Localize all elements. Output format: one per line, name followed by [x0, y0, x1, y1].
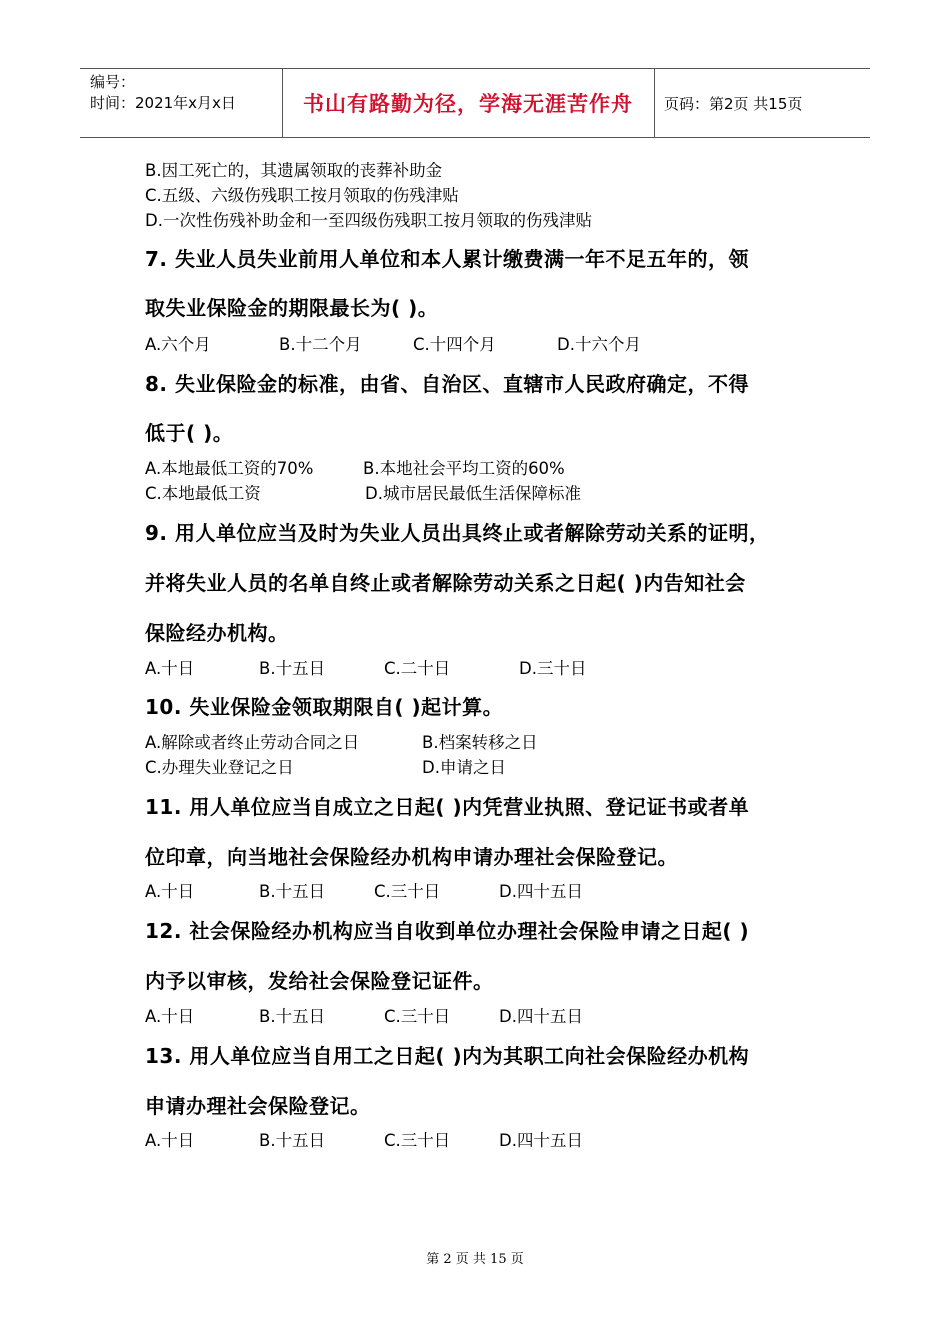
option: A.本地最低工资的70%	[145, 459, 314, 478]
option-line: B.因工死亡的，其遗属领取的丧葬补助金	[145, 161, 443, 180]
option: D.四十五日	[499, 1131, 583, 1150]
option: A.解除或者终止劳动合同之日	[145, 733, 360, 752]
header-motto: 书山有路勤为径，学海无涯苦作舟	[303, 91, 633, 116]
option: D.三十日	[519, 659, 587, 678]
option: C.三十日	[384, 1007, 451, 1026]
option-line	[145, 1130, 583, 1152]
header-divider	[654, 69, 655, 137]
option: C.三十日	[384, 1131, 451, 1150]
option-line	[145, 757, 506, 779]
question-line: 11. 用人单位应当自成立之日起( )内凭营业执照、登记证书或者单	[145, 795, 750, 819]
question-line: 保险经办机构。	[145, 621, 289, 645]
option: A.十日	[145, 1007, 195, 1026]
header-meta	[90, 72, 236, 114]
option: D.十六个月	[557, 335, 641, 354]
option: C.办理失业登记之日	[145, 758, 294, 777]
option-line	[145, 458, 565, 480]
option: B.档案转移之日	[422, 733, 538, 752]
question-line: 内予以审核，发给社会保险登记证件。	[145, 969, 494, 993]
question-line: 并将失业人员的名单自终止或者解除劳动关系之日起( )内告知社会	[145, 571, 746, 595]
page-header	[80, 68, 870, 138]
option-line	[145, 881, 583, 903]
option: D.四十五日	[499, 1007, 583, 1026]
option: A.十日	[145, 659, 195, 678]
option-line: D.一次性伤残补助金和一至四级伤残职工按月领取的伤残津贴	[145, 211, 592, 230]
option-line	[145, 658, 586, 680]
question-line: 9. 用人单位应当及时为失业人员出具终止或者解除劳动关系的证明，	[145, 521, 770, 545]
option: C.二十日	[384, 659, 451, 678]
option: B.十五日	[259, 659, 326, 678]
question-line: 13. 用人单位应当自用工之日起( )内为其职工向社会保险经办机构	[145, 1044, 750, 1068]
question-line: 7. 失业人员失业前用人单位和本人累计缴费满一年不足五年的，领	[145, 247, 749, 271]
option-line	[145, 732, 538, 754]
option-line: C.五级、六级伤残职工按月领取的伤残津贴	[145, 186, 459, 205]
question-line: 取失业保险金的期限最长为( )。	[145, 296, 439, 320]
option: B.十五日	[259, 882, 326, 901]
option-line	[145, 334, 641, 356]
question-line: 10. 失业保险金领取期限自( )起计算。	[145, 695, 504, 719]
option: D.申请之日	[422, 758, 506, 777]
option: D.四十五日	[499, 882, 583, 901]
question-line: 12. 社会保险经办机构应当自收到单位办理社会保险申请之日起( )	[145, 919, 750, 943]
option: A.十日	[145, 882, 195, 901]
option: C.三十日	[374, 882, 441, 901]
option: C.十四个月	[413, 335, 496, 354]
question-line: 低于( )。	[145, 421, 234, 445]
option: B.十五日	[259, 1131, 326, 1150]
option: C.本地最低工资	[145, 484, 261, 503]
option: D.城市居民最低生活保障标准	[365, 484, 581, 503]
question-line: 位印章，向当地社会保险经办机构申请办理社会保险登记。	[145, 845, 678, 869]
option-line	[145, 1006, 583, 1028]
option: A.六个月	[145, 335, 211, 354]
option: B.本地社会平均工资的60%	[363, 459, 565, 478]
option: B.十五日	[259, 1007, 326, 1026]
number-label: 编号：	[90, 73, 136, 91]
option: A.十日	[145, 1131, 195, 1150]
page-footer: 第 2 页 共 15 页	[426, 1252, 524, 1267]
question-line: 申请办理社会保险登记。	[145, 1094, 371, 1118]
option-line	[145, 483, 581, 505]
header-page-label: 页码：第2页 共15页	[664, 94, 803, 113]
time-label: 时间：2021年x月x日	[90, 94, 236, 112]
option: B.十二个月	[279, 335, 362, 354]
question-line: 8. 失业保险金的标准，由省、自治区、直辖市人民政府确定，不得	[145, 372, 749, 396]
